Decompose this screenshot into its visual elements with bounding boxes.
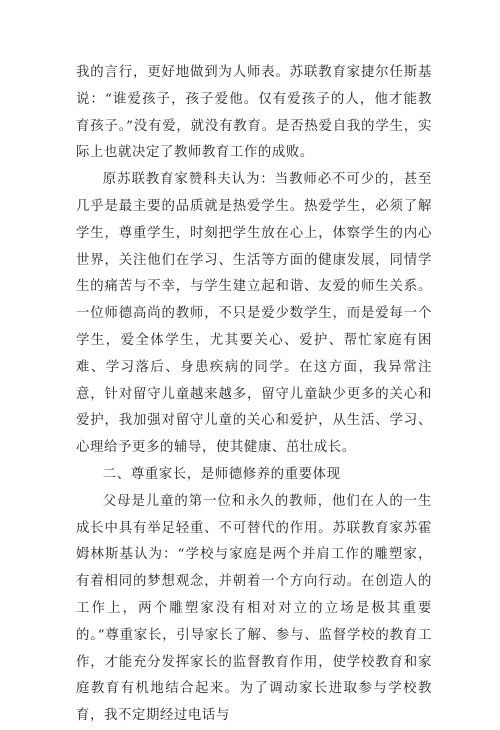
section-heading-respect-parents: 二、尊重家长，是师德修养的重要体现 xyxy=(102,466,341,482)
document-body xyxy=(76,60,432,730)
paragraph-parents: 父母是儿童的第一位和永久的教师，他们在人的一生成长中具有举足轻重、不可替代的作用。苏联教育家苏霍姆林斯基认为：“学校与家庭是两个并肩工作的雕塑家，有着相同的梦想观念，并朝着一个方向行动。在创造人的工作上，两个雕塑家没有相对对立的立场是极其重要的。”尊重家长，引导家长了解、参与、监督学校的教育工作，才能充分发挥家长的监督教育作用，使学校教育和家庭教育有机地结合起来。为了调动家长进取参与学校教育，我不定期经过电话与 xyxy=(76,493,432,724)
paragraph-continuation: 我的言行，更好地做到为人师表。苏联教育家捷尔任斯基说：“谁爱孩子，孩子爱他。仅有爱孩子的人，他才能教育孩子。”没有爱，就没有教育。是否热爱自我的学生，实际上也就决定了教师教育工作的成败。 xyxy=(76,65,432,161)
paragraph-love-students: 原苏联教育家赞科夫认为：当教师必不可少的，甚至几乎是最主要的品质就是热爱学生。热爱学生，必须了解学生，尊重学生，时刻把学生放在心上，体察学生的内心世界，关注他们在学习、生活等方面的健康发展，同情学生的痛苦与不幸，与学生建立起和谐、友爱的师生关系。一位师德高尚的教师，不只是爱少数学生，而是爱每一个学生，爱全体学生，尤其要关心、爱护、帮忙家庭有困难、学习落后、身患疾病的同学。在这方面，我异常注意，针对留守儿童越来越多，留守儿童缺少更多的关心和爱护，我加强对留守儿童的关心和爱护，从生活、学习、心理给予更多的辅导，使其健康、茁壮成长。 xyxy=(76,172,432,456)
